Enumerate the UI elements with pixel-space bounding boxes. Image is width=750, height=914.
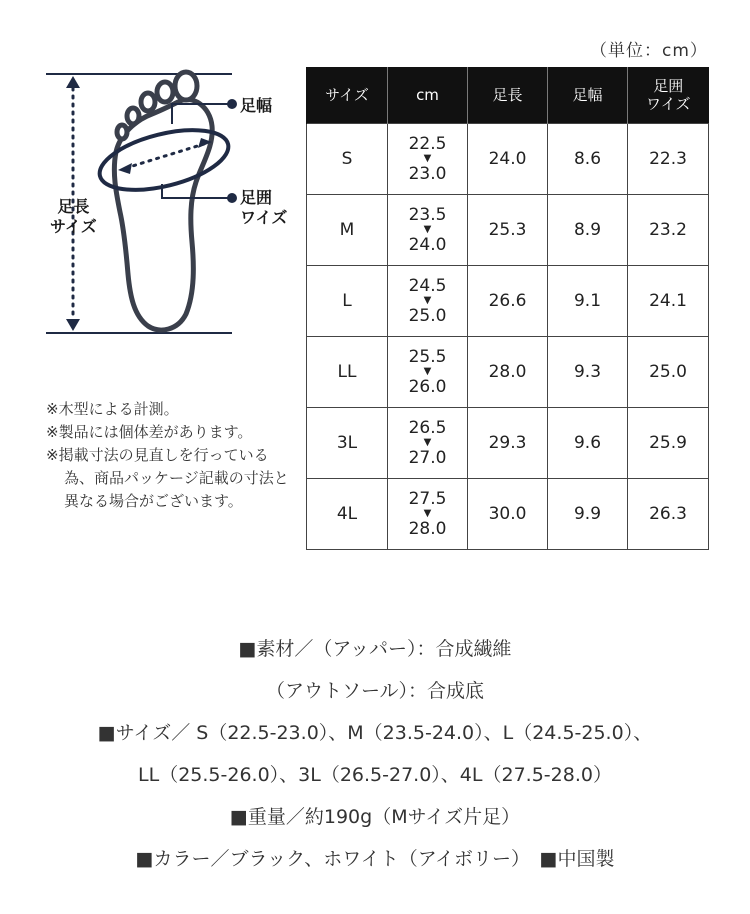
foot-width-label: 足幅 xyxy=(240,96,273,115)
cell-width: 9.3 xyxy=(548,337,628,408)
foot-girth-label-line1: 足囲 xyxy=(240,188,273,207)
cm-from: 24.5 xyxy=(408,276,447,296)
foot-girth-label-line2: ワイズ xyxy=(240,208,288,227)
note-3: ※掲載寸法の見直しを行っている為、商品パッケージ記載の寸法と異なる場合がございます。 xyxy=(46,446,289,510)
table-row xyxy=(307,337,709,408)
cell-length: 28.0 xyxy=(468,337,548,408)
cm-from: 27.5 xyxy=(408,489,447,509)
cell-size: M xyxy=(307,195,388,266)
cell-size: LL xyxy=(307,337,388,408)
foot-girth-label xyxy=(240,188,287,228)
cell-width: 9.6 xyxy=(548,408,628,479)
unit-label: （単位：cm） xyxy=(590,41,708,61)
cell-girth: 25.9 xyxy=(628,408,709,479)
cell-size: 3L xyxy=(307,408,388,479)
cell-girth: 25.0 xyxy=(628,337,709,408)
cm-from: 26.5 xyxy=(408,418,447,438)
header-cm: cm xyxy=(388,67,468,124)
spec-size-1: ■サイズ／ S（22.5-23.0）、M（23.5-24.0）、L（24.5-25.0）、 xyxy=(97,722,653,744)
cell-length: 26.6 xyxy=(468,266,548,337)
cm-to: 24.0 xyxy=(408,235,447,255)
cell-cm-range xyxy=(388,266,468,337)
spec-outsole: （アウトソール）：合成底 xyxy=(265,680,485,702)
down-arrow-icon: ▼ xyxy=(423,295,432,306)
cell-cm-range xyxy=(388,408,468,479)
size-table xyxy=(306,67,709,550)
cm-to: 25.0 xyxy=(408,306,447,326)
cell-size: S xyxy=(307,124,388,195)
spec-list xyxy=(0,632,750,884)
table-row xyxy=(307,124,709,195)
spec-weight: ■重量／約190g（Mサイズ片足） xyxy=(229,806,521,828)
cell-length: 29.3 xyxy=(468,408,548,479)
cell-size: L xyxy=(307,266,388,337)
cm-from: 25.5 xyxy=(408,347,447,367)
cm-to: 27.0 xyxy=(408,448,447,468)
cm-to: 26.0 xyxy=(408,377,447,397)
cell-size: 4L xyxy=(307,479,388,550)
spec-size-2: LL（25.5-26.0）、3L（26.5-27.0）、4L（27.5-28.0） xyxy=(138,764,612,786)
cell-girth: 26.3 xyxy=(628,479,709,550)
table-row xyxy=(307,479,709,550)
foot-length-label-line1: 足長 xyxy=(57,197,90,216)
cell-length: 25.3 xyxy=(468,195,548,266)
cm-from: 23.5 xyxy=(408,205,447,225)
cell-girth: 23.2 xyxy=(628,195,709,266)
cm-to: 23.0 xyxy=(408,164,447,184)
foot-length-label-line2: サイズ xyxy=(50,217,97,236)
notes xyxy=(46,398,296,513)
header-size: サイズ xyxy=(307,67,388,124)
table-row xyxy=(307,266,709,337)
cm-to: 28.0 xyxy=(408,519,447,539)
cell-cm-range xyxy=(388,479,468,550)
foot-length-label xyxy=(50,197,97,237)
table-row xyxy=(307,195,709,266)
cell-width: 9.1 xyxy=(548,266,628,337)
cm-from: 22.5 xyxy=(408,134,447,154)
header-length: 足長 xyxy=(468,67,548,124)
spec-color-origin: ■カラー／ブラック、ホワイト（アイボリー） ■中国製 xyxy=(135,848,615,870)
down-arrow-icon: ▼ xyxy=(423,508,432,519)
table-header-row xyxy=(307,67,709,124)
header-girth: 足囲 ワイズ xyxy=(628,67,709,124)
foot-diagram xyxy=(40,64,305,344)
cell-width: 8.6 xyxy=(548,124,628,195)
cell-girth: 24.1 xyxy=(628,266,709,337)
cell-width: 9.9 xyxy=(548,479,628,550)
cell-width: 8.9 xyxy=(548,195,628,266)
cell-cm-range xyxy=(388,337,468,408)
cell-cm-range xyxy=(388,195,468,266)
cell-length: 30.0 xyxy=(468,479,548,550)
down-arrow-icon: ▼ xyxy=(423,437,432,448)
note-1: ※木型による計測。 xyxy=(46,400,179,418)
down-arrow-icon: ▼ xyxy=(423,224,432,235)
down-arrow-icon: ▼ xyxy=(423,153,432,164)
header-width: 足幅 xyxy=(548,67,628,124)
spec-material: ■素材／（アッパー）：合成繊維 xyxy=(238,638,512,660)
down-arrow-icon: ▼ xyxy=(423,366,432,377)
note-2: ※製品には個体差があります。 xyxy=(46,423,253,441)
table-row xyxy=(307,408,709,479)
cell-cm-range xyxy=(388,124,468,195)
cell-girth: 22.3 xyxy=(628,124,709,195)
cell-length: 24.0 xyxy=(468,124,548,195)
